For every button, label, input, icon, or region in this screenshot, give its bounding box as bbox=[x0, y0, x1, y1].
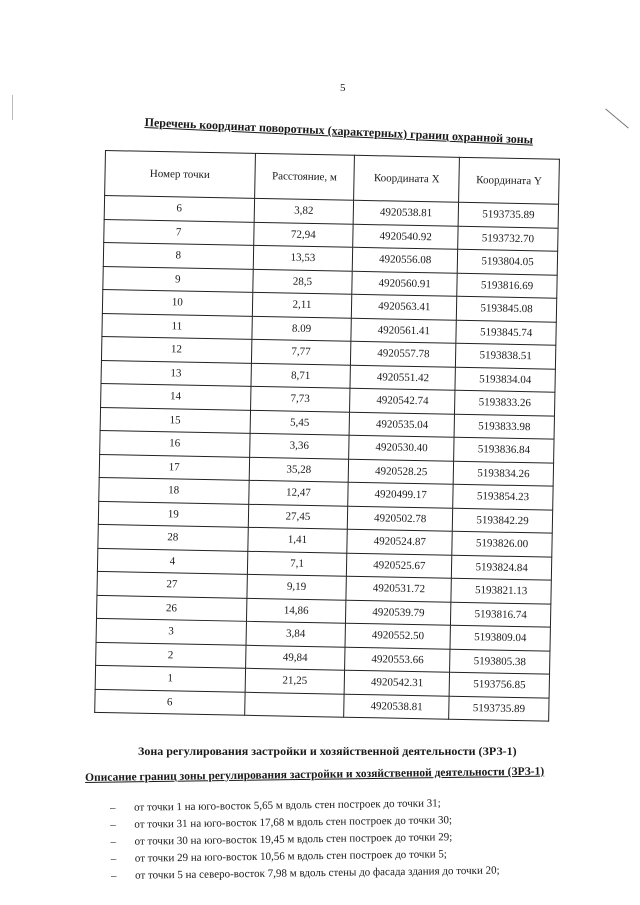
cell-point-number: 4 bbox=[97, 548, 247, 574]
cell-coordinate-x: 4920563.41 bbox=[352, 294, 457, 320]
segment-text: от точки 5 на северо-восток 7,98 м вдоль стены до фасада здания до точки 20; bbox=[134, 864, 500, 882]
cell-coordinate-x: 4920556.08 bbox=[353, 247, 458, 273]
cell-point-number: 18 bbox=[99, 477, 249, 503]
table-body bbox=[95, 196, 559, 722]
scan-artifact-right bbox=[605, 108, 629, 128]
cell-coordinate-y: 5193805.38 bbox=[450, 649, 550, 674]
cell-distance: 2,11 bbox=[252, 292, 352, 317]
cell-point-number: 12 bbox=[101, 336, 251, 362]
cell-coordinate-x: 4920539.79 bbox=[346, 600, 451, 626]
cell-coordinate-x: 4920502.78 bbox=[348, 506, 453, 532]
cell-coordinate-y: 5193834.26 bbox=[453, 461, 553, 486]
cell-coordinate-x: 4920538.81 bbox=[344, 694, 449, 720]
cell-coordinate-y: 5193842.29 bbox=[452, 508, 552, 533]
cell-coordinate-y: 5193816.69 bbox=[457, 273, 557, 298]
list-dash: – bbox=[110, 869, 117, 882]
table-title: Перечень координат поворотных (характерных) границ охранной зоны bbox=[144, 115, 534, 147]
zone-heading: Зона регулирования застройки и хозяйственной деятельности (ЗРЗ-1) bbox=[138, 744, 517, 758]
scan-artifact-left bbox=[12, 95, 13, 120]
cell-coordinate-x: 4920530.40 bbox=[349, 435, 454, 461]
cell-distance: 8.09 bbox=[251, 316, 351, 341]
cell-distance: 3,36 bbox=[249, 433, 349, 458]
header-coordinate-y: Координата Y bbox=[459, 157, 560, 204]
coordinates-table bbox=[94, 150, 560, 722]
cell-coordinate-x: 4920560.91 bbox=[352, 271, 457, 297]
cell-distance: 28,5 bbox=[252, 269, 352, 294]
cell-distance: 3,84 bbox=[246, 621, 346, 646]
boundary-segments-list bbox=[110, 795, 500, 885]
cell-distance bbox=[244, 692, 344, 717]
cell-coordinate-y: 5193833.98 bbox=[454, 414, 554, 439]
list-dash: – bbox=[110, 818, 116, 831]
cell-point-number: 10 bbox=[102, 289, 252, 315]
segment-text: от точки 29 на юго-восток 10,56 м вдоль стен построек до точки 5; bbox=[134, 848, 448, 865]
cell-point-number: 17 bbox=[99, 454, 249, 480]
cell-coordinate-y: 5193824.84 bbox=[451, 555, 551, 580]
cell-point-number: 7 bbox=[104, 219, 254, 245]
cell-coordinate-y: 5193845.74 bbox=[456, 320, 556, 345]
cell-coordinate-y: 5193816.74 bbox=[451, 602, 551, 627]
cell-distance: 27,45 bbox=[248, 504, 348, 529]
cell-coordinate-y: 5193833.26 bbox=[455, 390, 555, 415]
cell-coordinate-x: 4920535.04 bbox=[349, 412, 454, 438]
cell-coordinate-y: 5193826.00 bbox=[452, 531, 552, 556]
cell-distance: 9,19 bbox=[246, 574, 346, 599]
cell-coordinate-y: 5193735.89 bbox=[458, 202, 558, 227]
cell-distance: 7,73 bbox=[250, 386, 350, 411]
cell-point-number: 1 bbox=[95, 665, 245, 691]
cell-distance: 1,41 bbox=[247, 527, 347, 552]
cell-coordinate-x: 4920540.92 bbox=[353, 224, 458, 250]
cell-distance: 13,53 bbox=[253, 245, 353, 270]
cell-distance: 12,47 bbox=[248, 480, 348, 505]
cell-point-number: 19 bbox=[98, 501, 248, 527]
cell-coordinate-x: 4920531.72 bbox=[346, 576, 451, 602]
cell-distance: 3,82 bbox=[254, 198, 354, 223]
cell-point-number: 8 bbox=[103, 242, 253, 268]
cell-distance: 5,45 bbox=[250, 410, 350, 435]
list-dash: – bbox=[110, 801, 116, 814]
cell-coordinate-y: 5193732.70 bbox=[458, 226, 558, 251]
cell-point-number: 13 bbox=[101, 360, 251, 386]
cell-coordinate-x: 4920552.50 bbox=[345, 623, 450, 649]
header-coordinate-x: Координата X bbox=[354, 155, 460, 202]
cell-distance: 49,84 bbox=[245, 645, 345, 670]
cell-distance: 8,71 bbox=[251, 363, 351, 388]
cell-coordinate-y: 5193756.85 bbox=[449, 672, 549, 697]
cell-coordinate-y: 5193821.13 bbox=[451, 578, 551, 603]
coordinates-table-container bbox=[94, 150, 560, 722]
cell-point-number: 11 bbox=[102, 313, 252, 339]
cell-coordinate-y: 5193809.04 bbox=[450, 625, 550, 650]
cell-coordinate-y: 5193804.05 bbox=[457, 249, 557, 274]
cell-distance: 7,1 bbox=[247, 551, 347, 576]
cell-coordinate-y: 5193838.51 bbox=[456, 343, 556, 368]
header-distance: Расстояние, м bbox=[254, 153, 355, 200]
cell-coordinate-x: 4920542.31 bbox=[344, 670, 449, 696]
segment-text: от точки 31 на юго-восток 17,68 м вдоль стен построек до точки 30; bbox=[134, 814, 453, 831]
cell-coordinate-x: 4920557.78 bbox=[351, 341, 456, 367]
cell-coordinate-y: 5193834.04 bbox=[455, 367, 555, 392]
cell-point-number: 15 bbox=[100, 407, 250, 433]
cell-point-number: 9 bbox=[103, 266, 253, 292]
cell-coordinate-y: 5193735.89 bbox=[449, 696, 549, 721]
cell-point-number: 6 bbox=[95, 689, 245, 715]
list-dash: – bbox=[110, 835, 117, 848]
cell-distance: 21,25 bbox=[245, 668, 345, 693]
cell-coordinate-y: 5193836.84 bbox=[454, 437, 554, 462]
cell-coordinate-x: 4920553.66 bbox=[345, 647, 450, 673]
cell-point-number: 2 bbox=[96, 642, 246, 668]
page-number: 5 bbox=[340, 82, 346, 94]
header-point-number: Номер точки bbox=[105, 151, 255, 199]
cell-coordinate-x: 4920551.42 bbox=[350, 365, 455, 391]
cell-point-number: 14 bbox=[101, 383, 251, 409]
cell-point-number: 26 bbox=[97, 595, 247, 621]
list-dash: – bbox=[110, 852, 117, 865]
cell-coordinate-x: 4920524.87 bbox=[347, 529, 452, 555]
cell-point-number: 6 bbox=[104, 196, 254, 222]
cell-coordinate-x: 4920561.41 bbox=[351, 318, 456, 344]
cell-point-number: 16 bbox=[100, 430, 250, 456]
cell-coordinate-x: 4920538.81 bbox=[353, 200, 458, 226]
zone-description-title: Описание границ зоны регулирования застройки и хозяйственной деятельности (ЗРЗ-1) bbox=[85, 765, 545, 784]
cell-point-number: 28 bbox=[98, 524, 248, 550]
segment-text: от точки 1 на юго-восток 5,65 м вдоль стен построек до точки 31; bbox=[134, 797, 441, 814]
cell-coordinate-x: 4920499.17 bbox=[348, 482, 453, 508]
cell-distance: 72,94 bbox=[253, 222, 353, 247]
cell-distance: 14,86 bbox=[246, 598, 346, 623]
cell-point-number: 3 bbox=[96, 618, 246, 644]
cell-point-number: 27 bbox=[97, 571, 247, 597]
segment-text: от точки 30 на юго-восток 19,45 м вдоль стен построек до точки 29; bbox=[134, 831, 453, 848]
cell-distance: 35,28 bbox=[249, 457, 349, 482]
cell-distance: 7,77 bbox=[251, 339, 351, 364]
cell-coordinate-x: 4920542.74 bbox=[350, 388, 455, 414]
cell-coordinate-x: 4920525.67 bbox=[347, 553, 452, 579]
cell-coordinate-y: 5193845.08 bbox=[456, 296, 556, 321]
cell-coordinate-x: 4920528.25 bbox=[349, 459, 454, 485]
cell-coordinate-y: 5193854.23 bbox=[453, 484, 553, 509]
